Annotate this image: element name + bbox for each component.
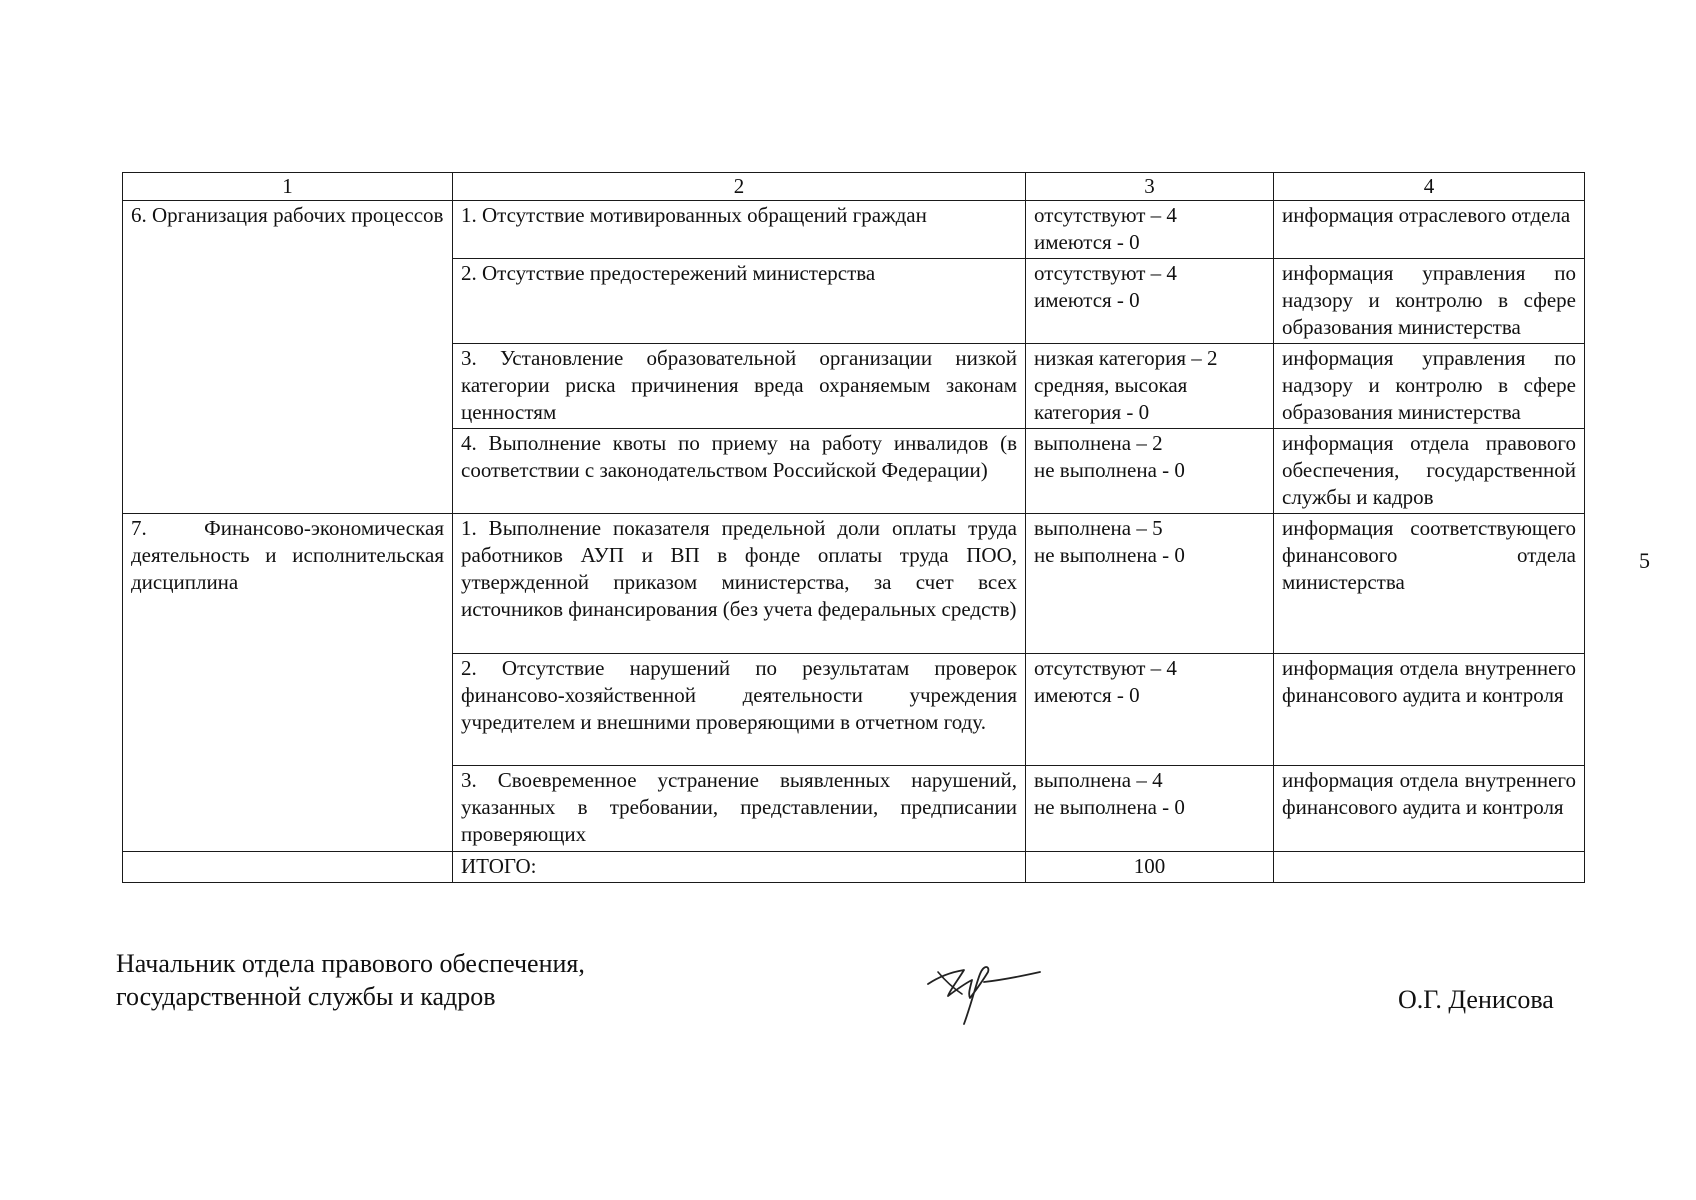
- source-cell: информация отраслевого отдела: [1274, 201, 1585, 259]
- score-line: выполнена – 2: [1034, 431, 1163, 455]
- score-line: выполнена – 5: [1034, 516, 1163, 540]
- score-cell: [1026, 514, 1274, 654]
- score-cell: [1026, 259, 1274, 344]
- total-label: ИТОГО:: [453, 852, 1026, 883]
- total-empty-cell: [123, 852, 453, 883]
- criterion-cell: 1. Выполнение показателя предельной доли оплаты труда работников АУП и ВП в фонде оплаты труда ПОО, утвержденной приказом министерства, за счет всех источников финансирования (без учета федеральных средств): [453, 514, 1026, 654]
- source-cell: информация управления по надзору и контролю в сфере образования министерства: [1274, 259, 1585, 344]
- score-line: не выполнена - 0: [1034, 458, 1185, 482]
- score-line: низкая категория – 2: [1034, 346, 1218, 370]
- signatory-position: [116, 947, 585, 1013]
- source-cell: информация отдела внутреннего финансового аудита и контроля: [1274, 766, 1585, 852]
- criterion-cell: 4. Выполнение квоты по приему на работу инвалидов (в соответствии с законодательством Российской Федерации): [453, 429, 1026, 514]
- section-title: 6. Организация рабочих процессов: [123, 201, 453, 514]
- score-cell: [1026, 654, 1274, 766]
- position-line: Начальник отдела правового обеспечения,: [116, 949, 585, 978]
- handwritten-signature: [918, 950, 1048, 1030]
- column-number-3: 3: [1026, 173, 1274, 201]
- criterion-cell: 3. Своевременное устранение выявленных нарушений, указанных в требовании, представлении, предписании проверяющих: [453, 766, 1026, 852]
- position-line: государственной службы и кадров: [116, 982, 496, 1011]
- table-header-row: [123, 173, 1585, 201]
- source-cell: информация управления по надзору и контролю в сфере образования министерства: [1274, 344, 1585, 429]
- score-line: средняя, высокая категория - 0: [1034, 373, 1188, 424]
- score-line: не выполнена - 0: [1034, 543, 1185, 567]
- criterion-cell: 3. Установление образовательной организации низкой категории риска причинения вреда охраняемым законам ценностям: [453, 344, 1026, 429]
- source-cell: информация отдела внутреннего финансового аудита и контроля: [1274, 654, 1585, 766]
- table-row: [123, 514, 1585, 654]
- score-line: выполнена – 4: [1034, 768, 1163, 792]
- criterion-cell: 2. Отсутствие нарушений по результатам проверок финансово-хозяйственной деятельности учреждения учредителем и внешними проверяющими в отчетном году.: [453, 654, 1026, 766]
- section-title: 7. Финансово-экономическая деятельность и исполнительская дисциплина: [123, 514, 453, 852]
- criterion-cell: 1. Отсутствие мотивированных обращений граждан: [453, 201, 1026, 259]
- score-line: имеются - 0: [1034, 683, 1140, 707]
- score-line: отсутствуют – 4: [1034, 656, 1177, 680]
- score-cell: [1026, 766, 1274, 852]
- source-cell: информация соответствующего финансового отдела министерства: [1274, 514, 1585, 654]
- column-number-4: 4: [1274, 173, 1585, 201]
- criterion-cell: 2. Отсутствие предостережений министерства: [453, 259, 1026, 344]
- criteria-table: [122, 172, 1585, 883]
- score-line: имеются - 0: [1034, 230, 1140, 254]
- signer-name: О.Г. Денисова: [1398, 985, 1554, 1014]
- column-number-1: 1: [123, 173, 453, 201]
- total-value: 100: [1026, 852, 1274, 883]
- table-row: [123, 201, 1585, 259]
- score-line: не выполнена - 0: [1034, 795, 1185, 819]
- source-cell: информация отдела правового обеспечения, государственной службы и кадров: [1274, 429, 1585, 514]
- total-empty-cell: [1274, 852, 1585, 883]
- score-cell: [1026, 201, 1274, 259]
- page-number: 5: [1639, 548, 1650, 573]
- score-cell: [1026, 429, 1274, 514]
- total-row: [123, 852, 1585, 883]
- score-cell: [1026, 344, 1274, 429]
- score-line: отсутствуют – 4: [1034, 261, 1177, 285]
- score-line: отсутствуют – 4: [1034, 203, 1177, 227]
- column-number-2: 2: [453, 173, 1026, 201]
- score-line: имеются - 0: [1034, 288, 1140, 312]
